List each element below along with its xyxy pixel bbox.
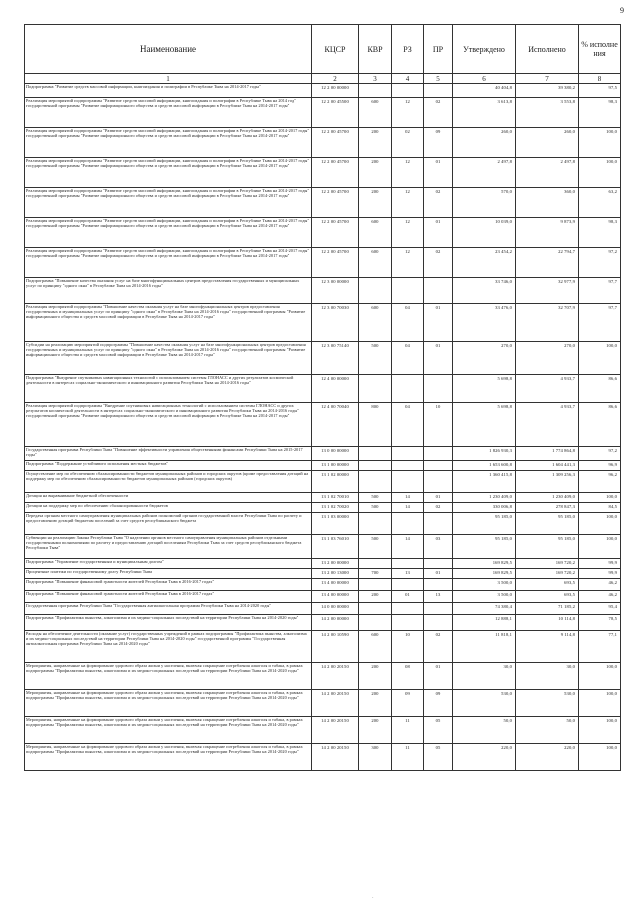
row-approved: 74 380,4 <box>453 603 516 615</box>
row-rz <box>392 461 424 471</box>
row-kvr: 200 <box>359 663 392 690</box>
row-executed: 30,0 <box>516 663 579 690</box>
row-percent: 97,2 <box>579 248 621 278</box>
row-percent: 86,6 <box>579 375 621 403</box>
row-kvr: 200 <box>359 591 392 603</box>
row-kcsr: 14 2 00 20150 <box>312 690 359 717</box>
row-executed: 260,0 <box>516 128 579 158</box>
row-rz <box>392 559 424 569</box>
header-executed: Исполнено <box>516 25 579 74</box>
row-approved: 530,0 <box>453 690 516 717</box>
row-name: Субсидии на реализацию мероприятий подпрограммы "Повышение качества оказания услуг на базе многофункциональных центров предоставления государственных и муниципальных услуг по принципу "одного окна" в Республике Тыва на 2014-2016 годы" государственной программы "Развитие информационного общества и средств массовой информации в Республике Тыва на 2014-2017 годы" <box>25 342 312 375</box>
row-kvr <box>359 447 392 461</box>
row-executed: 1 309 256,3 <box>516 471 579 493</box>
table-row <box>25 603 621 615</box>
row-rz <box>392 579 424 591</box>
row-executed: 95 185,0 <box>516 535 579 559</box>
row-kcsr: 12 4 00 00000 <box>312 375 359 403</box>
row-name: Передача органам местного самоуправления муниципальных районов полномочий органов государственной власти Республики Тыва по расчету и предоставлению дотаций бюджетам поселений за счет средств республиканского бюджета <box>25 513 312 535</box>
row-approved: 1 826 930,3 <box>453 447 516 461</box>
row-executed: 10 114,8 <box>516 615 579 631</box>
row-pr <box>424 84 453 98</box>
row-percent: 84,5 <box>579 503 621 513</box>
table-row <box>25 447 621 461</box>
row-approved: 95 185,0 <box>453 513 516 535</box>
table-row <box>25 403 621 447</box>
row-name: Подпрограмма "Профилактика пьянства, алкоголизма и их медико-социальных последствий на территории Республики Тыва на 2014-2020 годы" <box>25 615 312 631</box>
row-approved: 5 698,8 <box>453 403 516 447</box>
row-kvr: 200 <box>359 128 392 158</box>
row-kvr: 200 <box>359 188 392 218</box>
table-row <box>25 663 621 690</box>
row-percent: 100,0 <box>579 535 621 559</box>
row-kcsr: 12 2 00 45700 <box>312 188 359 218</box>
row-executed: 39 380,2 <box>516 84 579 98</box>
row-percent: 78,5 <box>579 615 621 631</box>
row-percent: 97,7 <box>579 278 621 304</box>
row-pr: 03 <box>424 535 453 559</box>
row-name: Реализация мероприятий подпрограммы "Внедрение спутниковых навигационных технологий с использованием системы ГЛОНАСС и других результатов космической деятельности в интересах социально-экономического и инновационного развития Республики Тыва на 2014-2016 годы" государственной программы "Развитие информационного общества и средств массовой информации в Республике Тыва на 2014-2017 годы" <box>25 403 312 447</box>
budget-table <box>24 24 621 771</box>
row-pr: 05 <box>424 744 453 771</box>
row-name: Подпрограмма "Повышение финансовой грамотности жителей Республики Тыва в 2016-2017 годах" <box>25 591 312 603</box>
header-row <box>25 25 621 74</box>
row-rz: 04 <box>392 304 424 342</box>
row-name: Субвенции на реализацию Закона Республики Тыва "О наделении органов местного самоуправления муниципальных районов отдельными государственными полномочиями по расчету и предоставлению дотаций поселениям Республики Тыва за счет средств республиканского бюджета Республики Тыва" <box>25 535 312 559</box>
row-approved: 220,0 <box>453 744 516 771</box>
row-percent: 99,9 <box>579 569 621 579</box>
row-pr <box>424 471 453 493</box>
row-percent: 100,0 <box>579 663 621 690</box>
row-kvr: 200 <box>359 690 392 717</box>
row-executed: 4 933,7 <box>516 375 579 403</box>
row-approved: 11 818,1 <box>453 631 516 663</box>
row-name: Реализация мероприятий подпрограммы "Развитие средств массовой информации, книгоиздания и полиграфии в Республике Тыва на 2014-2017 годы" государственной программы "Развитие информационного общества и средств массовой информации в Республике Тыва на 2014-2017 годы" <box>25 218 312 248</box>
row-pr: 10 <box>424 403 453 447</box>
row-executed: 1 230 409,0 <box>516 493 579 503</box>
row-name: Дотация на выравнивание бюджетной обеспеченности <box>25 493 312 503</box>
row-approved: 3 613,8 <box>453 98 516 128</box>
row-executed: 95 185,0 <box>516 513 579 535</box>
row-pr: 02 <box>424 188 453 218</box>
row-rz: 09 <box>392 690 424 717</box>
row-approved: 23 454,2 <box>453 248 516 278</box>
row-name: Подпрограмма "Повышение качества оказания услуг на базе многофункциональных центров предоставления государственных и муниципальных услуг по принципу "одного окна" в Республике Тыва на 2014-2016 годы" <box>25 278 312 304</box>
row-name: Подпрограмма "Повышение финансовой грамотности жителей Республики Тыва в 2016-2017 годах" <box>25 579 312 591</box>
table-row <box>25 493 621 503</box>
row-pr <box>424 375 453 403</box>
row-kvr <box>359 615 392 631</box>
row-kvr <box>359 84 392 98</box>
row-name: Реализация мероприятий подпрограммы "Повышение качества оказания услуг на базе многофункциональных центров предоставления государственных и муниципальных услуг по принципу "одного окна" в Республике Тыва на 2014-2016 годы" государственной программы "Развитие информационного общества и средств массовой информации в Республике Тыва на 2014-2017 годы" <box>25 304 312 342</box>
row-pr <box>424 615 453 631</box>
row-kcsr: 14 2 00 10590 <box>312 631 359 663</box>
row-kvr: 200 <box>359 717 392 744</box>
row-approved: 169 829,5 <box>453 569 516 579</box>
row-pr <box>424 559 453 569</box>
row-percent: 100,0 <box>579 717 621 744</box>
row-kcsr: 12 2 00 00000 <box>312 84 359 98</box>
row-percent: 100,0 <box>579 128 621 158</box>
column-number: 2 <box>312 74 359 84</box>
row-name: Мероприятия, направленные на формирование здорового образа жизни у населения, включая сокращение потребления алкоголя и табака, в рамках подпрограммы "Профилактика пьянства, алкоголизма и их медико-социальных последствий на территории Республики Тыва на 2014-2020 годы" <box>25 744 312 771</box>
table-row <box>25 690 621 717</box>
row-kcsr: 13 1 02 70020 <box>312 503 359 513</box>
row-rz <box>392 84 424 98</box>
row-approved: 1 360 415,8 <box>453 471 516 493</box>
row-name: Реализация мероприятий подпрограммы "Развитие средств массовой информации, книгоиздания и полиграфии в Республике Тыва на 2014-2017 годы" государственной программы "Развитие информационного общества и средств массовой информации в Республике Тыва на 2014-2017 годы" <box>25 158 312 188</box>
row-kcsr: 13 2 00 00000 <box>312 559 359 569</box>
row-rz: 11 <box>392 717 424 744</box>
row-kcsr: 13 1 03 00000 <box>312 513 359 535</box>
row-kvr: 600 <box>359 631 392 663</box>
column-number: 3 <box>359 74 392 84</box>
row-kcsr: 13 1 03 76010 <box>312 535 359 559</box>
row-name: Подпрограмма "Внедрение спутниковых навигационных технологий с использованием системы ГЛОНАСС и других результатов космической деятельности в интересах социально-экономического и инновационного развития Республики Тыва на 2014-2016 годы" <box>25 375 312 403</box>
row-kcsr: 12 3 00 75140 <box>312 342 359 375</box>
row-approved: 12 888,1 <box>453 615 516 631</box>
row-approved: 2 497,8 <box>453 158 516 188</box>
row-name: Реализация мероприятий подпрограммы "Развитие средств массовой информации, книгоиздания и полиграфии в Республике Тыва на 2014-2017 годы" государственной программы "Развитие информационного общества и средств массовой информации в Республике Тыва на 2014-2017 годы" <box>25 248 312 278</box>
row-kcsr: 14 2 00 20150 <box>312 744 359 771</box>
table-row <box>25 717 621 744</box>
row-name: Государственная программа Республики Тыва "Повышение эффективности управления общественными финансами Республики Тыва на 2015-2017 годы" <box>25 447 312 461</box>
row-rz <box>392 375 424 403</box>
row-executed: 22 794,7 <box>516 248 579 278</box>
row-kcsr: 14 2 00 20150 <box>312 717 359 744</box>
row-name: Подпрограмма "Развитие средств массовой информации, книгоиздания и полиграфии в Республике Тыва на 2014-2017 годы" <box>25 84 312 98</box>
row-pr: 01 <box>424 663 453 690</box>
row-pr <box>424 603 453 615</box>
row-executed: 32 707,9 <box>516 304 579 342</box>
row-name: Расходы на обеспечение деятельности (оказание услуг) государственных учреждений в рамках подпрограммы "Профилактика пьянства, алкоголизма и их медико-социальных последствий на территории Республики Тыва на 2014-2020 годы" государственной программы "Государственная антиалкогольная программа Республики Тыва на 2014-2020 годы" <box>25 631 312 663</box>
row-kcsr: 14 2 00 00000 <box>312 615 359 631</box>
row-percent: 46,2 <box>579 579 621 591</box>
table-row <box>25 579 621 591</box>
header-rz: РЗ <box>392 25 424 74</box>
row-percent: 99,9 <box>579 559 621 569</box>
scan-mark: · <box>372 896 374 901</box>
row-approved: 270,0 <box>453 342 516 375</box>
row-kvr <box>359 559 392 569</box>
row-executed: 220,0 <box>516 744 579 771</box>
table-row <box>25 128 621 158</box>
table-row <box>25 559 621 569</box>
row-pr: 02 <box>424 248 453 278</box>
row-executed: 693,5 <box>516 591 579 603</box>
row-kvr <box>359 278 392 304</box>
row-pr: 05 <box>424 717 453 744</box>
row-kvr: 600 <box>359 98 392 128</box>
row-name: Реализация мероприятий подпрограммы "Развитие средств массовой информации, книгоиздания и полиграфии в Республике Тыва на 2014 год" государственной программы "Развитие информационного общества и средств массовой информации в Республике Тыва на 2014-2017 годы" <box>25 98 312 128</box>
row-kcsr: 13 4 00 00000 <box>312 591 359 603</box>
row-rz: 08 <box>392 663 424 690</box>
row-rz: 11 <box>392 744 424 771</box>
row-rz <box>392 278 424 304</box>
row-rz: 01 <box>392 591 424 603</box>
row-pr: 01 <box>424 304 453 342</box>
row-percent: 100,0 <box>579 158 621 188</box>
row-kvr: 500 <box>359 503 392 513</box>
table-row <box>25 535 621 559</box>
row-executed: 32 977,9 <box>516 278 579 304</box>
row-pr <box>424 278 453 304</box>
row-executed: 50,0 <box>516 717 579 744</box>
row-name: Мероприятия, направленные на формирование здорового образа жизни у населения, включая сокращение потребления алкоголя и табака, в рамках подпрограммы "Профилактика пьянства, алкоголизма и их медико-социальных последствий на территории Республики Тыва на 2014-2020 годы" <box>25 717 312 744</box>
table-body <box>25 84 621 771</box>
row-kcsr: 12 3 00 70030 <box>312 304 359 342</box>
row-executed: 3 553,8 <box>516 98 579 128</box>
row-approved: 10 039,0 <box>453 218 516 248</box>
row-kcsr: 13 0 00 00000 <box>312 447 359 461</box>
header-name: Наименование <box>25 25 312 74</box>
row-executed: 693,5 <box>516 579 579 591</box>
row-rz: 12 <box>392 98 424 128</box>
row-executed: 1 604 441,3 <box>516 461 579 471</box>
row-pr <box>424 447 453 461</box>
row-name: Подпрограмма "Управление государственным и муниципальным долгом" <box>25 559 312 569</box>
row-kcsr: 12 2 00 45700 <box>312 248 359 278</box>
row-kcsr: 13 4 00 00000 <box>312 579 359 591</box>
page-number: 9 <box>620 6 624 15</box>
row-percent: 46,2 <box>579 591 621 603</box>
row-rz <box>392 615 424 631</box>
row-kcsr: 14 2 00 20150 <box>312 663 359 690</box>
row-percent: 100,0 <box>579 513 621 535</box>
row-percent: 98,3 <box>579 218 621 248</box>
row-kvr: 500 <box>359 535 392 559</box>
row-name: Мероприятия, направленные на формирование здорового образа жизни у населения, включая сокращение потребления алкоголя и табака, в рамках подпрограммы "Профилактика пьянства, алкоголизма и их медико-социальных последствий на территории Республики Тыва на 2014-2020 годы" <box>25 690 312 717</box>
row-kvr <box>359 579 392 591</box>
table-row <box>25 218 621 248</box>
row-kcsr: 12 2 00 45700 <box>312 128 359 158</box>
row-name: Подпрограмма "Поддержание устойчивого исполнения местных бюджетов" <box>25 461 312 471</box>
column-number: 7 <box>516 74 579 84</box>
row-percent: 97,2 <box>579 447 621 461</box>
row-approved: 95 185,0 <box>453 535 516 559</box>
row-percent: 100,0 <box>579 690 621 717</box>
row-kvr <box>359 375 392 403</box>
row-pr: 09 <box>424 128 453 158</box>
row-percent: 97,7 <box>579 304 621 342</box>
row-executed: 71 185,2 <box>516 603 579 615</box>
row-kcsr: 13 1 02 00000 <box>312 471 359 493</box>
row-kvr: 600 <box>359 248 392 278</box>
row-name: Процентные платежи по государственному долгу Республики Тыва <box>25 569 312 579</box>
row-pr: 02 <box>424 98 453 128</box>
row-percent: 96,9 <box>579 461 621 471</box>
row-pr: 02 <box>424 631 453 663</box>
row-approved: 33 746,0 <box>453 278 516 304</box>
row-kvr: 700 <box>359 569 392 579</box>
row-approved: 30,0 <box>453 663 516 690</box>
table-row <box>25 188 621 218</box>
row-kvr <box>359 471 392 493</box>
row-rz: 14 <box>392 493 424 503</box>
row-approved: 330 006,8 <box>453 503 516 513</box>
header-approved: Утверждено <box>453 25 516 74</box>
row-pr: 01 <box>424 493 453 503</box>
row-percent: 86,6 <box>579 403 621 447</box>
row-percent: 97,5 <box>579 84 621 98</box>
row-kcsr: 13 1 02 70010 <box>312 493 359 503</box>
row-percent: 100,0 <box>579 342 621 375</box>
table-row <box>25 248 621 278</box>
row-kcsr: 12 2 00 45700 <box>312 218 359 248</box>
table-row <box>25 744 621 771</box>
row-kcsr: 12 2 00 45700 <box>312 158 359 188</box>
row-pr: 09 <box>424 690 453 717</box>
column-number: 4 <box>392 74 424 84</box>
row-kvr <box>359 513 392 535</box>
row-rz: 13 <box>392 569 424 579</box>
row-approved: 33 476,0 <box>453 304 516 342</box>
row-kcsr: 13 1 00 00000 <box>312 461 359 471</box>
table-row <box>25 158 621 188</box>
row-kcsr: 12 4 00 70040 <box>312 403 359 447</box>
column-number: 5 <box>424 74 453 84</box>
row-executed: 169 720,2 <box>516 569 579 579</box>
table-row <box>25 84 621 98</box>
row-approved: 50,0 <box>453 717 516 744</box>
header-kvr: КВР <box>359 25 392 74</box>
row-kcsr: 14 0 00 00000 <box>312 603 359 615</box>
row-approved: 5 698,8 <box>453 375 516 403</box>
row-kvr: 600 <box>359 218 392 248</box>
table-row <box>25 631 621 663</box>
row-rz <box>392 603 424 615</box>
table-row <box>25 375 621 403</box>
table-row <box>25 98 621 128</box>
row-rz: 12 <box>392 158 424 188</box>
row-rz <box>392 447 424 461</box>
row-executed: 9 114,8 <box>516 631 579 663</box>
row-pr: 13 <box>424 591 453 603</box>
row-kcsr: 12 2 00 45500 <box>312 98 359 128</box>
row-name: Реализация мероприятий подпрограммы "Развитие средств массовой информации, книгоиздания и полиграфии в Республике Тыва на 2014-2017 годы" государственной программы "Развитие информационного общества и средств массовой информации в Республике Тыва на 2014-2017 годы" <box>25 188 312 218</box>
row-approved: 1 230 409,0 <box>453 493 516 503</box>
row-executed: 9 873,9 <box>516 218 579 248</box>
row-percent: 98,3 <box>579 98 621 128</box>
row-approved: 260,0 <box>453 128 516 158</box>
row-rz: 04 <box>392 342 424 375</box>
row-name: Реализация мероприятий подпрограммы "Развитие средств массовой информации, книгоиздания и полиграфии в Республике Тыва на 2014-2017 годы" государственной программы "Развитие информационного общества и средств массовой информации в Республике Тыва на 2014-2017 годы" <box>25 128 312 158</box>
row-kcsr: 12 3 00 00000 <box>312 278 359 304</box>
column-number: 8 <box>579 74 621 84</box>
row-executed: 169 720,2 <box>516 559 579 569</box>
row-pr: 01 <box>424 569 453 579</box>
row-kvr: 500 <box>359 493 392 503</box>
row-rz <box>392 513 424 535</box>
table-row <box>25 503 621 513</box>
row-pr <box>424 513 453 535</box>
row-kvr: 800 <box>359 403 392 447</box>
row-kvr <box>359 603 392 615</box>
row-percent: 100,0 <box>579 744 621 771</box>
row-executed: 360,0 <box>516 188 579 218</box>
table-row <box>25 615 621 631</box>
table-row <box>25 342 621 375</box>
row-kvr <box>359 461 392 471</box>
row-rz: 14 <box>392 503 424 513</box>
row-executed: 270,0 <box>516 342 579 375</box>
table-row <box>25 471 621 493</box>
table-row <box>25 513 621 535</box>
row-executed: 1 774 864,8 <box>516 447 579 461</box>
table-row <box>25 591 621 603</box>
row-approved: 40 404,8 <box>453 84 516 98</box>
header-kcsr: КЦСР <box>312 25 359 74</box>
row-pr <box>424 461 453 471</box>
table-row <box>25 569 621 579</box>
row-rz: 04 <box>392 403 424 447</box>
column-number: 1 <box>25 74 312 84</box>
row-rz: 14 <box>392 535 424 559</box>
row-name: Дотации на поддержку мер по обеспечению сбалансированности бюджетов <box>25 503 312 513</box>
row-approved: 1 653 600,8 <box>453 461 516 471</box>
row-rz: 12 <box>392 188 424 218</box>
row-kvr: 200 <box>359 158 392 188</box>
row-executed: 278 847,3 <box>516 503 579 513</box>
header-percent: % исполне ния <box>579 25 621 74</box>
row-executed: 530,0 <box>516 690 579 717</box>
row-approved: 169 829,5 <box>453 559 516 569</box>
row-kvr: 600 <box>359 304 392 342</box>
row-approved: 3 500,0 <box>453 579 516 591</box>
row-pr <box>424 579 453 591</box>
column-number-row <box>25 74 621 84</box>
row-rz: 10 <box>392 631 424 663</box>
row-percent: 100,0 <box>579 493 621 503</box>
row-kcsr: 13 2 00 13000 <box>312 569 359 579</box>
row-rz: 12 <box>392 218 424 248</box>
row-name: Государственная программа Республики Тыва "Государственная антиалкогольная программа Республики Тыва на 2014-2020 годы" <box>25 603 312 615</box>
row-rz <box>392 471 424 493</box>
row-executed: 4 933,7 <box>516 403 579 447</box>
table-row <box>25 461 621 471</box>
row-kvr: 300 <box>359 744 392 771</box>
row-percent: 95,4 <box>579 603 621 615</box>
table-row <box>25 278 621 304</box>
row-pr: 01 <box>424 218 453 248</box>
row-rz: 12 <box>392 248 424 278</box>
row-kvr: 500 <box>359 342 392 375</box>
row-percent: 63,2 <box>579 188 621 218</box>
row-name: Осуществление мер по обеспечению сбалансированности бюджетов муниципальных районов и городских округов (кроме предоставления дотаций на поддержку мер по обеспечению сбалансированности бюджетов муниципальных районов (городских округов) <box>25 471 312 493</box>
row-pr: 01 <box>424 158 453 188</box>
row-executed: 2 497,8 <box>516 158 579 188</box>
header-pr: ПР <box>424 25 453 74</box>
row-approved: 3 500,0 <box>453 591 516 603</box>
row-pr: 02 <box>424 503 453 513</box>
row-name: Мероприятия, направленные на формирование здорового образа жизни у населения, включая сокращение потребления алкоголя и табака, в рамках подпрограммы "Профилактика пьянства, алкоголизма и их медико-социальных последствий на территории Республики Тыва на 2014-2020 годы" <box>25 663 312 690</box>
row-approved: 570,0 <box>453 188 516 218</box>
row-pr: 01 <box>424 342 453 375</box>
table-row <box>25 304 621 342</box>
column-number: 6 <box>453 74 516 84</box>
row-percent: 96,2 <box>579 471 621 493</box>
row-percent: 77,1 <box>579 631 621 663</box>
row-rz: 02 <box>392 128 424 158</box>
